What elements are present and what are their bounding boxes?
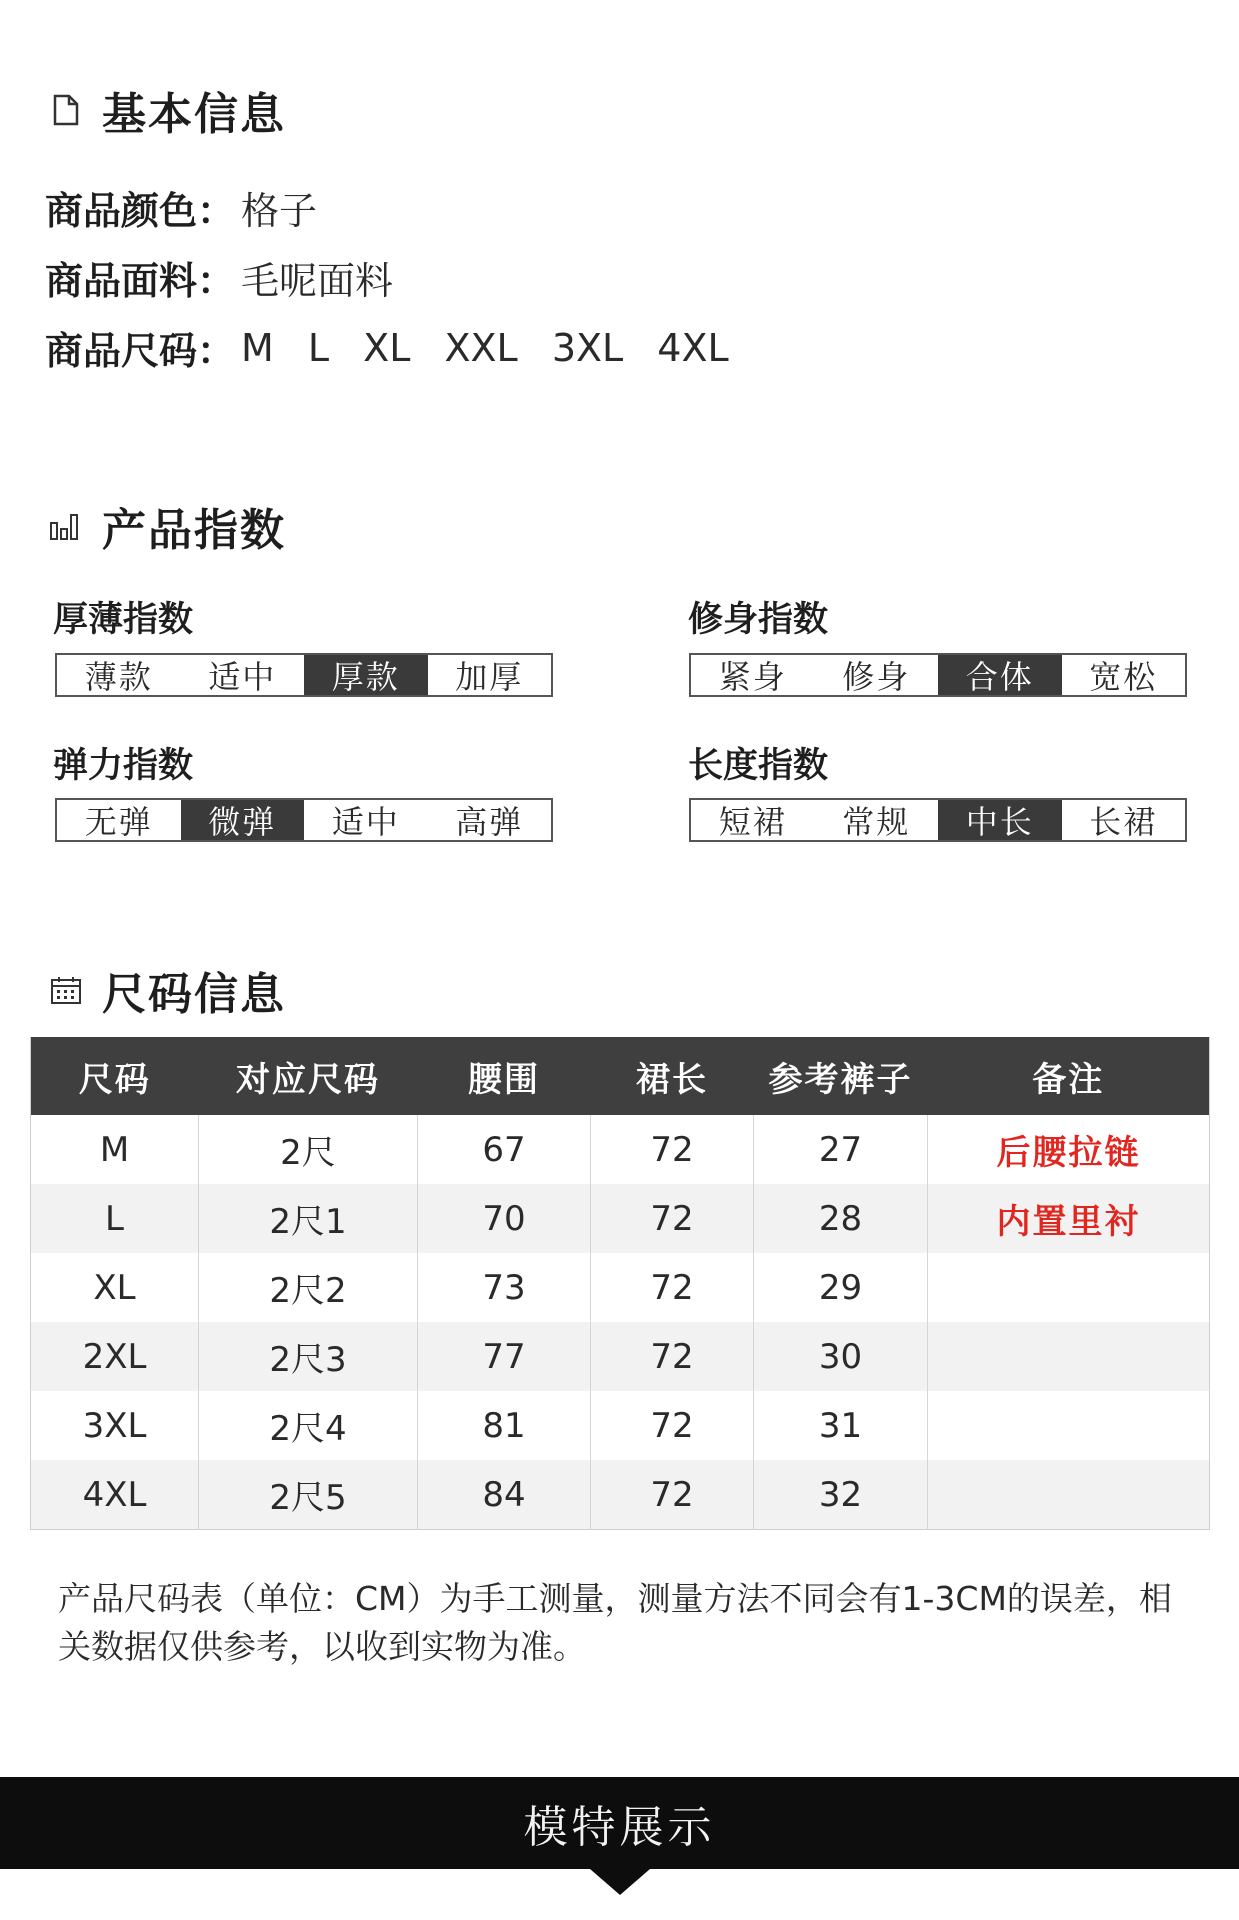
table-cell: 72	[591, 1391, 754, 1460]
color-label: 商品颜色：	[45, 189, 236, 233]
table-cell: 72	[591, 1184, 754, 1253]
table-header: 备注	[928, 1037, 1210, 1115]
table-cell: 28	[754, 1184, 928, 1253]
table-note-cell	[928, 1322, 1210, 1391]
size-option: M	[241, 325, 274, 370]
table-cell: 2XL	[31, 1322, 199, 1391]
basic-info-header	[48, 78, 286, 142]
table-cell: 2尺3	[199, 1322, 418, 1391]
fabric-value: 毛呢面料	[241, 259, 394, 303]
scale-option: 适中	[208, 658, 277, 696]
table-cell: 72	[591, 1115, 754, 1184]
table-note-cell	[928, 1253, 1210, 1322]
table-cell: 81	[418, 1391, 591, 1460]
scale-option-selected: 微弹	[181, 800, 305, 840]
fit-scale	[689, 653, 1187, 697]
color-row	[45, 180, 317, 235]
size-list	[241, 326, 751, 370]
scale-option: 短裙	[718, 803, 787, 841]
fabric-row	[45, 250, 393, 305]
scale-option-selected: 合体	[938, 655, 1062, 695]
scale-option-selected: 厚款	[304, 655, 428, 695]
table-cell: 31	[754, 1391, 928, 1460]
table-cell: 4XL	[31, 1460, 199, 1530]
document-icon	[48, 92, 84, 128]
size-table	[30, 1037, 1210, 1530]
table-cell: 67	[418, 1115, 591, 1184]
model-showcase-banner	[0, 1777, 1239, 1869]
table-header: 裙长	[591, 1037, 754, 1115]
fabric-label: 商品面料：	[45, 259, 236, 303]
table-cell: 2尺2	[199, 1253, 418, 1322]
elasticity-index-title: 弹力指数	[53, 746, 194, 786]
table-row	[31, 1253, 1210, 1322]
table-cell: 2尺1	[199, 1184, 418, 1253]
table-cell: 84	[418, 1460, 591, 1530]
length-scale	[689, 798, 1187, 842]
table-header: 对应尺码	[199, 1037, 418, 1115]
table-cell: 3XL	[31, 1391, 199, 1460]
table-row	[31, 1391, 1210, 1460]
table-cell: 27	[754, 1115, 928, 1184]
scale-option: 紧身	[718, 658, 787, 696]
table-cell: 32	[754, 1460, 928, 1530]
table-cell: 72	[591, 1322, 754, 1391]
table-cell: XL	[31, 1253, 199, 1322]
basic-info-title: 基本信息	[102, 89, 286, 140]
table-row	[31, 1322, 1210, 1391]
size-label: 商品尺码：	[45, 329, 236, 373]
table-cell: 70	[418, 1184, 591, 1253]
calendar-icon	[48, 972, 84, 1008]
table-cell: 29	[754, 1253, 928, 1322]
table-row	[31, 1115, 1210, 1184]
size-option: 4XL	[657, 325, 729, 370]
table-cell: M	[31, 1115, 199, 1184]
table-cell: 72	[591, 1460, 754, 1530]
scale-option: 适中	[331, 803, 400, 841]
size-info-header	[48, 958, 286, 1022]
scale-option: 长裙	[1089, 803, 1158, 841]
color-value: 格子	[241, 189, 318, 233]
scale-option: 宽松	[1089, 658, 1158, 696]
table-row	[31, 1184, 1210, 1253]
measurement-footnote: 产品尺码表（单位：CM）为手工测量，测量方法不同会有1-3CM的误差，相关数据仅供参考，以收到实物为准。	[58, 1579, 1172, 1666]
size-info-title: 尺码信息	[102, 969, 286, 1020]
elasticity-scale	[55, 798, 553, 842]
table-cell: 72	[591, 1253, 754, 1322]
table-header: 尺码	[31, 1037, 199, 1115]
table-note-cell: 内置里衬	[928, 1184, 1210, 1253]
table-cell: 73	[418, 1253, 591, 1322]
table-header-row	[31, 1037, 1210, 1115]
scale-option-selected: 中长	[938, 800, 1062, 840]
length-index-title: 长度指数	[688, 746, 829, 786]
scale-option: 薄款	[84, 658, 153, 696]
size-option: L	[307, 325, 330, 370]
table-cell: 2尺	[199, 1115, 418, 1184]
banner-title: 模特展示	[523, 1802, 716, 1853]
size-option: XXL	[444, 325, 518, 370]
table-header: 参考裤子	[754, 1037, 928, 1115]
table-cell: 77	[418, 1322, 591, 1391]
size-option: 3XL	[551, 325, 624, 370]
fit-index-title: 修身指数	[688, 600, 829, 640]
scale-option: 高弹	[455, 803, 524, 841]
banner-pointer	[590, 1869, 650, 1895]
table-cell: 2尺4	[199, 1391, 418, 1460]
table-row	[31, 1460, 1210, 1530]
size-option: XL	[363, 325, 411, 370]
table-note-cell	[928, 1391, 1210, 1460]
table-cell: 30	[754, 1322, 928, 1391]
size-row	[45, 320, 751, 375]
scale-option: 修身	[842, 658, 911, 696]
table-cell: L	[31, 1184, 199, 1253]
thickness-scale	[55, 653, 553, 697]
scale-option: 无弹	[84, 803, 153, 841]
table-header: 腰围	[418, 1037, 591, 1115]
product-index-header	[48, 494, 286, 558]
scale-option: 常规	[842, 803, 911, 841]
thickness-index-title: 厚薄指数	[53, 600, 194, 640]
product-index-title: 产品指数	[102, 505, 286, 556]
table-cell: 2尺5	[199, 1460, 418, 1530]
table-note-cell	[928, 1460, 1210, 1530]
bar-chart-icon	[48, 508, 84, 544]
table-note-cell: 后腰拉链	[928, 1115, 1210, 1184]
scale-option: 加厚	[455, 658, 524, 696]
